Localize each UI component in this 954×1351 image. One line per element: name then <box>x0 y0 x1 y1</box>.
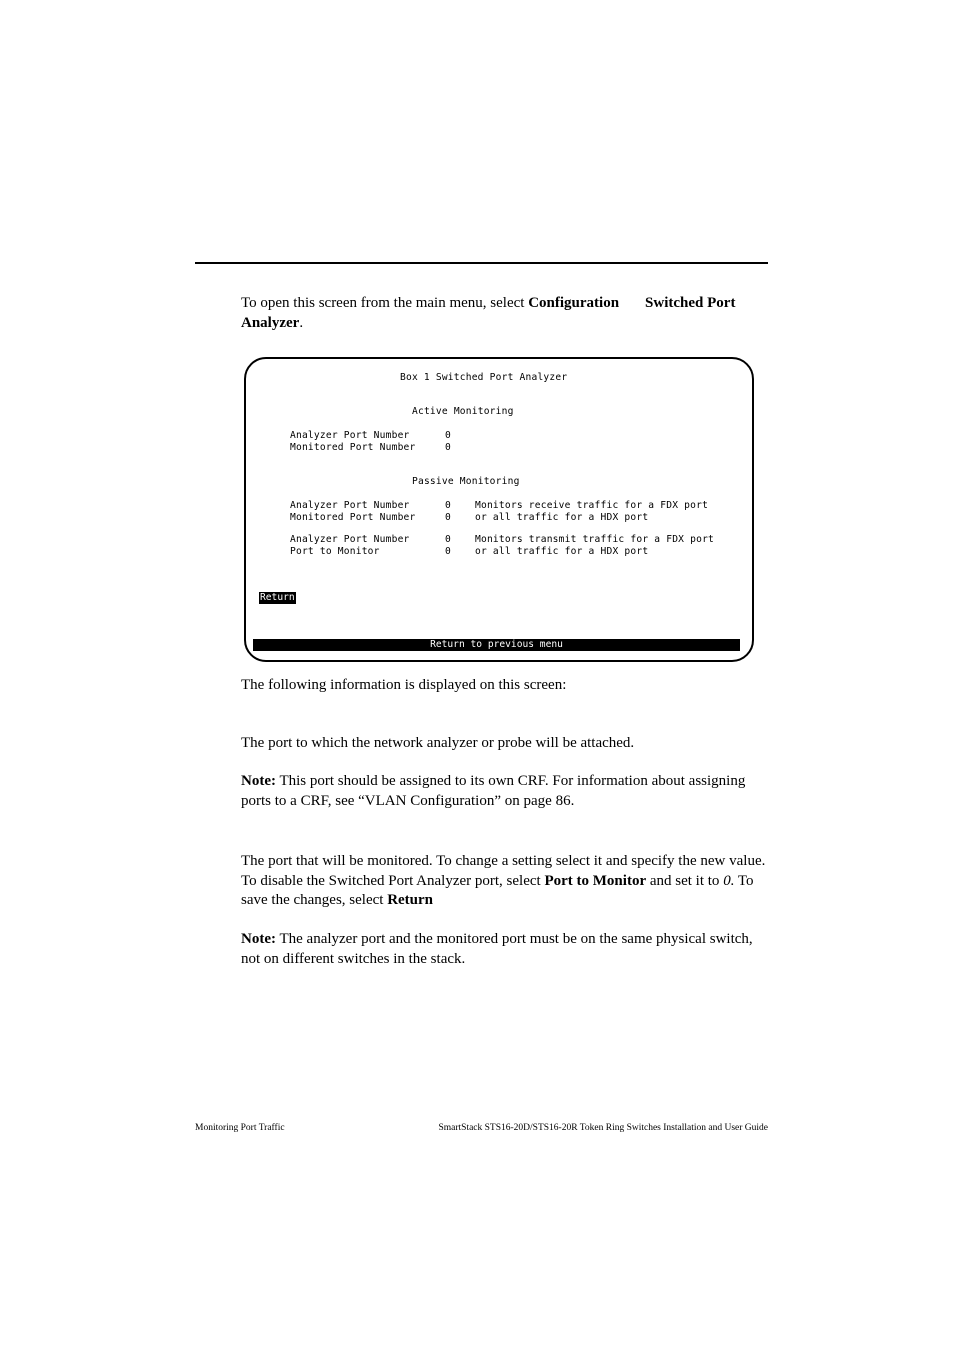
header-rule <box>195 262 768 264</box>
menu-path-configuration: Configuration <box>528 295 620 311</box>
menu-path-switched-port-analyzer: Switched Port Analyzer <box>241 295 736 331</box>
intro-period: . <box>299 314 304 331</box>
active-monitoring-heading: Active Monitoring <box>412 406 514 417</box>
intro-text: To open this screen from the main menu, select <box>241 295 529 311</box>
passive-rx-analyzer-port-value[interactable]: 0 <box>445 500 451 511</box>
monitored-desc-text-2: and set it to <box>646 872 724 889</box>
return-button[interactable]: Return <box>260 592 295 603</box>
following-info-text: The following information is displayed on this screen: <box>241 677 567 693</box>
note-label: Note: <box>241 931 276 947</box>
zero-value-ref: 0. <box>723 872 735 889</box>
passive-monitored-port-label: Monitored Port Number <box>290 512 416 523</box>
return-ref: Return <box>387 892 434 908</box>
passive-rx-analyzer-port-label: Analyzer Port Number <box>290 500 410 511</box>
passive-tx-desc-2: or all traffic for a HDX port <box>475 546 649 557</box>
note-text: This port should be assigned to its own CRF. For information about assigning ports to a CRF, see “VLAN Configuration” on page 86. <box>241 773 746 809</box>
status-bar: Return to previous menu <box>253 639 740 651</box>
port-to-monitor-label: Port to Monitor <box>290 546 380 557</box>
passive-monitored-port-value[interactable]: 0 <box>445 512 451 523</box>
footer-section-title: Monitoring Port Traffic <box>195 1123 285 1133</box>
monitored-desc-text-3: To save the changes, select <box>241 872 754 908</box>
active-monitored-port-label: Monitored Port Number <box>290 442 416 453</box>
port-to-monitor-value[interactable]: 0 <box>445 546 451 557</box>
active-analyzer-port-label: Analyzer Port Number <box>290 430 410 441</box>
passive-monitoring-heading: Passive Monitoring <box>412 476 520 487</box>
active-monitored-port-value[interactable]: 0 <box>445 442 451 453</box>
terminal-screen <box>244 357 754 662</box>
passive-rx-desc: Monitors receive traffic for a FDX port <box>475 500 709 511</box>
note-crf <box>241 772 771 811</box>
port-to-monitor-ref: Port to Monitor <box>544 872 647 889</box>
active-analyzer-port-value[interactable]: 0 <box>445 430 451 441</box>
monitored-desc-text: The port that will be monitored. To change a setting select it and specify the new value. To disable the Switched Port Analyzer port, select <box>241 853 766 889</box>
passive-tx-analyzer-port-value[interactable]: 0 <box>445 534 451 545</box>
note-same-switch <box>241 930 771 969</box>
screen-title: Box 1 Switched Port Analyzer <box>400 372 568 383</box>
monitored-port-description <box>241 852 771 911</box>
note-label: Note: <box>241 773 276 789</box>
footer-book-title: SmartStack STS16-20D/STS16-20R Token Ring Switches Installation and User Guide <box>438 1123 768 1133</box>
note-text: The analyzer port and the monitored port must be on the same physical switch, not on different switches in the stack. <box>241 931 753 967</box>
intro-paragraph <box>241 294 771 333</box>
analyzer-port-description: The port to which the network analyzer or probe will be attached. <box>241 735 635 751</box>
passive-rx-desc-2: or all traffic for a HDX port <box>475 512 649 523</box>
passive-tx-desc: Monitors transmit traffic for a FDX port <box>475 534 715 545</box>
passive-tx-analyzer-port-label: Analyzer Port Number <box>290 534 410 545</box>
